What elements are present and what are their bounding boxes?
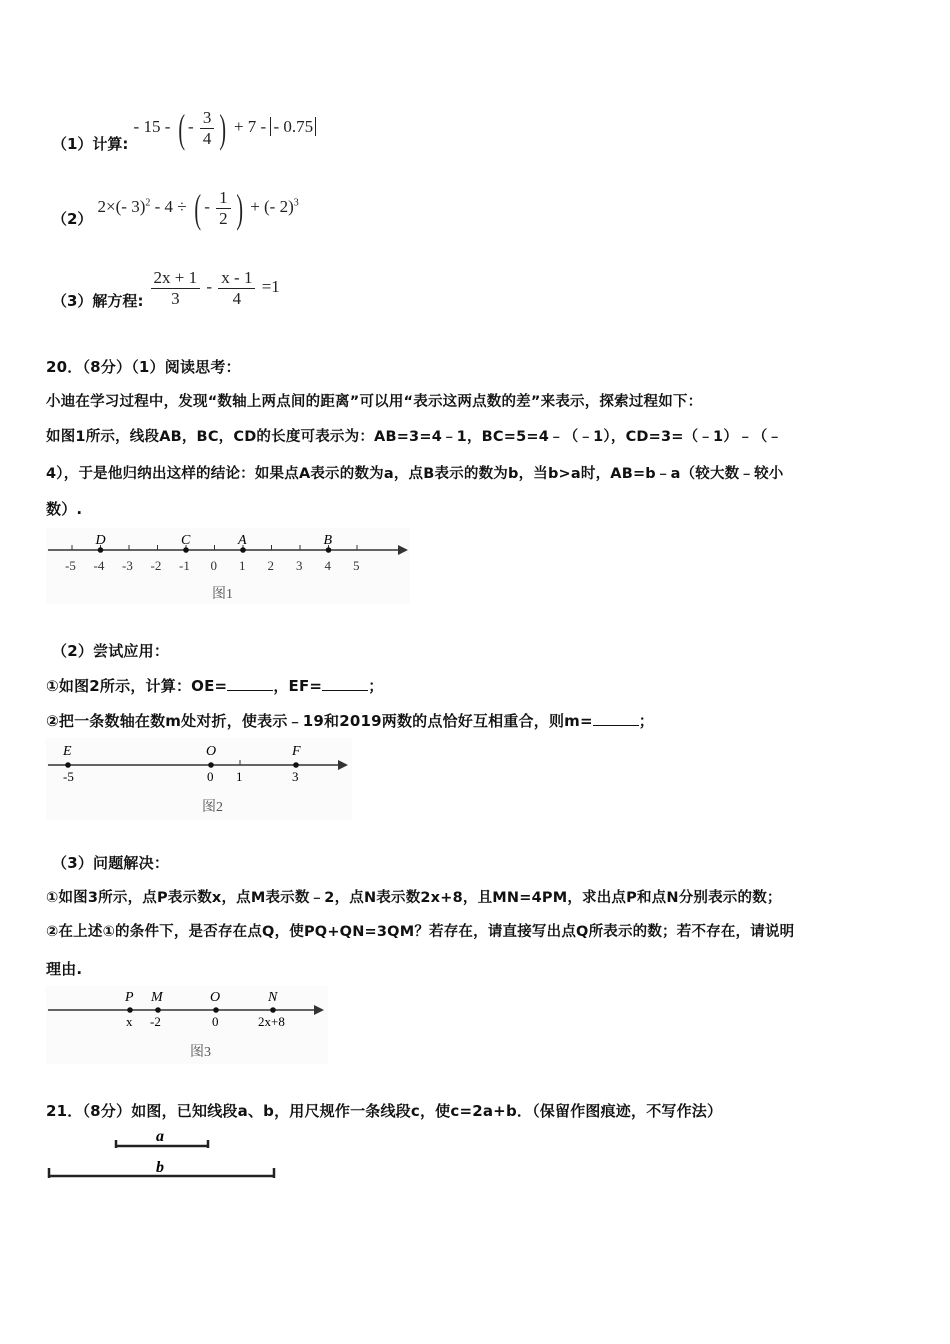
part3-heading: （3）问题解决： bbox=[52, 854, 170, 872]
figure-background bbox=[46, 986, 328, 1064]
left-paren: ( bbox=[177, 105, 185, 151]
expr-part: - 4 ÷ bbox=[154, 197, 187, 217]
tick-label: -5 bbox=[63, 769, 74, 784]
tick-label: 0 bbox=[210, 558, 217, 573]
problem-2 bbox=[52, 185, 299, 231]
segment-b-label: b bbox=[156, 1159, 164, 1176]
fraction-numerator: 1 bbox=[216, 188, 231, 209]
problem-1 bbox=[52, 105, 316, 154]
figure-3-caption: 图3 bbox=[190, 1045, 211, 1060]
part2-heading: （2）尝试应用： bbox=[52, 642, 170, 660]
part3-line-3: 理由. bbox=[46, 960, 83, 978]
part2-line-2-text: ②把一条数轴在数m处对折，使表示﹣19和2019两数的点恰好互相重合，则m= bbox=[46, 712, 593, 730]
q20-line-1: 小迪在学习过程中，发现“数轴上两点间的距离”可以用“表示这两点数的差”来表示，探索过程如下： bbox=[46, 394, 703, 410]
fraction-numerator: x - 1 bbox=[218, 268, 255, 289]
tick-label: 2 bbox=[267, 558, 274, 573]
problem-1-label: （1）计算: bbox=[52, 135, 129, 154]
q21-text: 21．（8分）如图，已知线段a、b，用尺规作一条线段c，使c=2a+b．（保留作图痕迹，不写作法） bbox=[46, 1102, 723, 1120]
point-d-label: D bbox=[95, 533, 106, 548]
q21-segments bbox=[46, 1128, 282, 1184]
point-dot bbox=[65, 762, 71, 768]
absolute-value bbox=[270, 117, 316, 136]
left-paren: ( bbox=[194, 185, 201, 231]
fraction-denominator: 3 bbox=[171, 289, 180, 308]
right-paren: ) bbox=[235, 185, 243, 231]
part2-line-2-end: ； bbox=[638, 712, 654, 730]
segment-a bbox=[116, 1128, 208, 1148]
point-b-dot bbox=[326, 547, 332, 553]
fraction-denominator: 4 bbox=[202, 129, 212, 148]
point-dot bbox=[270, 1007, 276, 1013]
point-label: N bbox=[268, 990, 278, 1005]
part2-line-1-end: ； bbox=[368, 677, 384, 695]
fraction bbox=[200, 108, 215, 149]
figure-2-number-line bbox=[46, 738, 352, 820]
exponent: 3 bbox=[293, 197, 299, 209]
point-label: P bbox=[125, 990, 134, 1005]
q20-line-2: 如图1所示，线段AB，BC，CD的长度可表示为：AB=3=4﹣1，BC=5=4﹣（﹣1），CD=3=（﹣1）﹣（﹣ bbox=[46, 429, 783, 445]
expr-part: 2×(- 3) bbox=[97, 197, 146, 217]
q20-line-3: 4），于是他归纳出这样的结论：如果点A表示的数为a，点B表示的数为b，当b>a时，AB=b﹣a（较大数﹣较小 bbox=[46, 466, 784, 482]
part3-line-1: ①如图3所示，点P表示数x，点M表示数﹣2，点N表示数2x+8，且MN=4PM，求出点P和点N分别表示的数； bbox=[46, 890, 782, 906]
point-label: M bbox=[151, 990, 163, 1005]
fraction bbox=[218, 268, 255, 309]
expr-part: + 7 - bbox=[233, 117, 267, 137]
point-dot bbox=[208, 762, 214, 768]
problem-2-expression bbox=[97, 185, 299, 231]
tick-label: 2x+8 bbox=[258, 1014, 285, 1029]
segment-b bbox=[49, 1159, 274, 1178]
figure-2-caption: 图2 bbox=[202, 800, 223, 815]
q20-line-4: 数）. bbox=[46, 500, 83, 518]
exponent: 2 bbox=[145, 197, 151, 209]
tick-label: 0 bbox=[212, 1014, 219, 1029]
fraction-denominator: 4 bbox=[232, 289, 242, 308]
point-c-dot bbox=[183, 547, 189, 553]
tick-label: 1 bbox=[236, 769, 243, 784]
part2-line-1 bbox=[46, 675, 383, 696]
point-label: O bbox=[210, 990, 221, 1005]
figure-background bbox=[46, 738, 352, 820]
tick-label: -4 bbox=[93, 558, 105, 573]
expr-sign: - bbox=[187, 117, 194, 137]
tick-label: 3 bbox=[292, 769, 299, 784]
part3-line-2: ②在上述①的条件下，是否存在点Q，使PQ+QN=3QM？若存在，请直接写出点Q所表示的数；若不存在，请说明 bbox=[46, 924, 795, 940]
fraction-numerator: 2x + 1 bbox=[151, 268, 201, 289]
q20-heading: 20．（8分）（1）阅读思考： bbox=[46, 358, 241, 376]
segment-a-label: a bbox=[156, 1128, 164, 1145]
point-label: E bbox=[63, 744, 72, 759]
problem-1-expression bbox=[133, 105, 317, 151]
problem-3-label: （3）解方程: bbox=[52, 292, 144, 311]
tick-label: 5 bbox=[353, 558, 360, 573]
tick-label: -1 bbox=[179, 558, 190, 573]
point-a-dot bbox=[240, 547, 246, 553]
expr-sign: - bbox=[204, 197, 210, 217]
tick-label: -2 bbox=[150, 558, 162, 573]
expr-part: + (- 2) bbox=[250, 197, 294, 217]
part2-line-1-mid: ，EF= bbox=[273, 677, 323, 695]
point-b-label: B bbox=[323, 533, 333, 548]
tick-label: 0 bbox=[207, 769, 214, 784]
expr-part: - 15 - bbox=[133, 117, 171, 137]
fraction-numerator: 3 bbox=[200, 108, 215, 129]
problem-3-equation bbox=[149, 268, 280, 308]
figure-1-caption: 图1 bbox=[212, 587, 233, 602]
answer-blank-oe[interactable] bbox=[227, 690, 273, 691]
problem-2-label: （2） bbox=[52, 210, 93, 229]
tick-label: x bbox=[126, 1014, 133, 1029]
expr-sign: - bbox=[206, 277, 213, 297]
part2-line-2 bbox=[46, 710, 654, 731]
point-label: F bbox=[292, 744, 301, 759]
fraction bbox=[151, 268, 201, 309]
right-paren: ) bbox=[219, 105, 227, 151]
tick-label: -2 bbox=[150, 1014, 161, 1029]
point-a-label: A bbox=[238, 533, 247, 548]
point-dot bbox=[155, 1007, 161, 1013]
point-label: O bbox=[206, 744, 217, 759]
problem-3 bbox=[52, 268, 280, 309]
tick-label: 1 bbox=[239, 558, 246, 573]
answer-blank-m[interactable] bbox=[593, 725, 639, 726]
tick-label: -3 bbox=[122, 558, 133, 573]
fraction-denominator: 2 bbox=[219, 209, 228, 228]
figure-1-number-line bbox=[46, 528, 410, 604]
abs-content: - 0.75 bbox=[273, 117, 314, 137]
answer-blank-ef[interactable] bbox=[322, 690, 368, 691]
tick-label: 3 bbox=[296, 558, 303, 573]
point-c-label: C bbox=[181, 533, 191, 548]
fraction bbox=[216, 188, 231, 229]
point-d-dot bbox=[98, 547, 104, 553]
tick-label: 4 bbox=[324, 558, 331, 573]
point-dot bbox=[213, 1007, 219, 1013]
tick-label: -5 bbox=[65, 558, 76, 573]
figure-3-number-line bbox=[46, 986, 328, 1064]
expr-part: =1 bbox=[261, 277, 280, 297]
point-dot bbox=[127, 1007, 133, 1013]
part2-line-1-text: ①如图2所示，计算：OE= bbox=[46, 677, 228, 695]
point-dot bbox=[293, 762, 299, 768]
